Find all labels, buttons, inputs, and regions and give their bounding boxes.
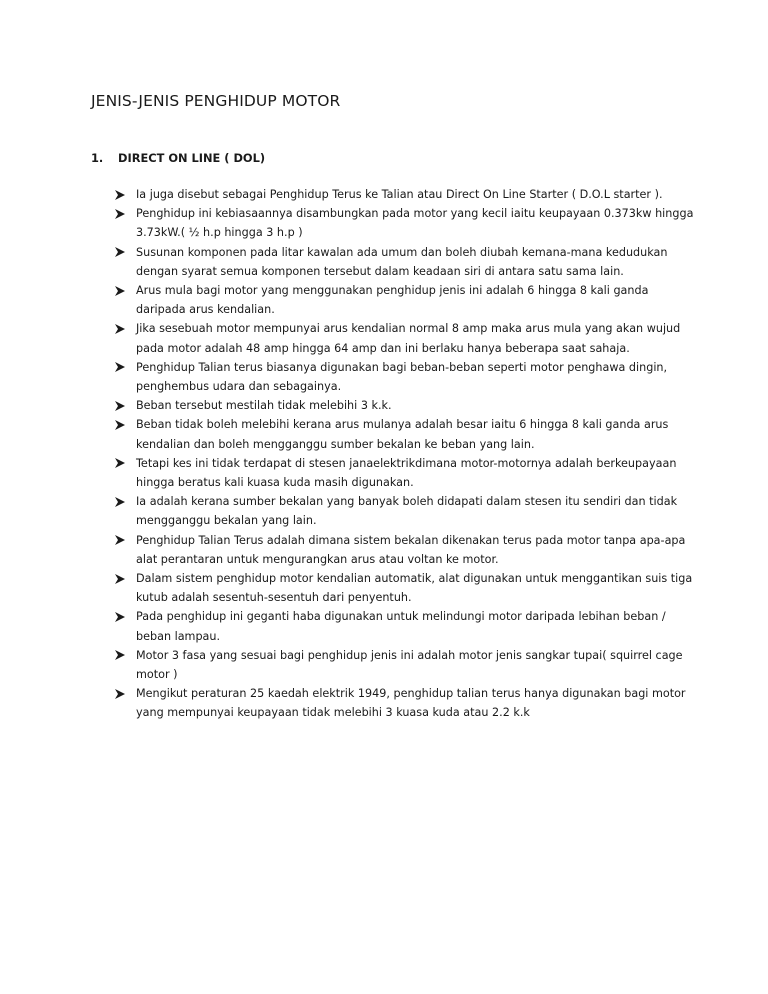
list-item (114, 569, 694, 607)
list-item (114, 319, 694, 357)
list-item-text: Motor 3 fasa yang sesuai bagi penghidup jenis ini adalah motor jenis sangkar tupai( squirrel cage motor ) (136, 648, 683, 682)
list-item-text: Penghidup Talian terus biasanya digunakan bagi beban-beban seperti motor penghawa dingin, penghembus udara dan sebagainya. (136, 360, 668, 394)
arrow-bullet-icon (114, 531, 136, 550)
list-item-text: Mengikut peraturan 25 kaedah elektrik 1949, penghidup talian terus hanya digunakan bagi motor yang mempunyai keupayaan tidak melebihi 3 kuasa kuda atau 2.2 k.k (136, 687, 686, 720)
arrow-bullet-icon (114, 646, 136, 665)
list-item-text: Ia adalah kerana sumber bekalan yang banyak boleh didapati dalam stesen itu sendiri dan tidak mengganggu bekalan yang lain. (136, 495, 678, 528)
list-item (114, 492, 694, 530)
arrow-bullet-icon (114, 684, 136, 703)
arrow-bullet-icon (114, 415, 136, 434)
list-item-text: Tetapi kes ini tidak terdapat di stesen janaelektrikdimana motor-motornya adalah berkeupayaan hingga beratus kali kuasa kuda masih digunakan. (136, 456, 677, 490)
arrow-bullet-icon (114, 185, 136, 204)
list-item (114, 185, 694, 204)
list-item-text: Susunan komponen pada litar kawalan ada umum dan boleh diubah kemana-mana kedudukan dengan syarat semua komponen tersebut dalam keadaan siri di antara satu sama lain. (136, 245, 668, 278)
arrow-bullet-icon (114, 396, 136, 415)
section-heading-text: DIRECT ON LINE ( DOL) (118, 151, 266, 165)
list-item (114, 454, 694, 492)
list-item (114, 281, 694, 319)
list-item (114, 684, 694, 722)
arrow-bullet-icon (114, 454, 136, 473)
list-item (114, 358, 694, 396)
list-item (114, 243, 694, 281)
list-item (114, 646, 694, 684)
arrow-bullet-icon (114, 492, 136, 511)
list-item-text: Pada penghidup ini geganti haba digunakan untuk melindungi motor daripada lebihan beban / beban lampau. (136, 610, 666, 643)
arrow-bullet-icon (114, 569, 136, 588)
arrow-bullet-icon (114, 281, 136, 300)
list-item-text: Arus mula bagi motor yang menggunakan penghidup jenis ini adalah 6 hingga 8 kali ganda daripada arus kendalian. (136, 284, 649, 317)
page-title: JENIS-JENIS PENGHIDUP MOTOR (91, 92, 341, 110)
list-item (114, 415, 694, 453)
list-item-text: Penghidup Talian Terus adalah dimana sistem bekalan dikenakan terus pada motor tanpa apa-apa alat perantaran untuk mengurangkan arus atau voltan ke motor. (136, 533, 686, 566)
bullet-list (114, 185, 694, 723)
arrow-bullet-icon (114, 204, 136, 223)
list-item (114, 607, 694, 645)
list-item-text: Dalam sistem penghidup motor kendalian automatik, alat digunakan untuk menggantikan suis tiga kutub adalah sesentuh-sesentuh dari penyentuh. (136, 572, 693, 605)
list-item (114, 204, 694, 242)
list-item-text: Jika sesebuah motor mempunyai arus kendalian normal 8 amp maka arus mula yang akan wujud pada motor adalah 48 amp hingga 64 amp dan ini berlaku hanya beberapa saat sahaja. (136, 322, 681, 355)
arrow-bullet-icon (114, 358, 136, 377)
list-item-text: Penghidup ini kebiasaannya disambungkan pada motor yang kecil iaitu keupayaan 0.373kw hingga 3.73kW.( ½ h.p hingga 3 h.p ) (136, 207, 694, 240)
list-item-text: Beban tidak boleh melebihi kerana arus mulanya adalah besar iaitu 6 hingga 8 kali ganda arus kendalian dan boleh mengganggu sumber bekalan ke beban yang lain. (136, 418, 669, 451)
section-number: 1. (91, 151, 104, 165)
arrow-bullet-icon (114, 243, 136, 262)
arrow-bullet-icon (114, 607, 136, 626)
list-item-text: Beban tersebut mestilah tidak melebihi 3 k.k. (136, 399, 392, 413)
list-item (114, 396, 694, 415)
section-heading (91, 151, 265, 165)
list-item (114, 531, 694, 569)
arrow-bullet-icon (114, 319, 136, 338)
list-item-text: Ia juga disebut sebagai Penghidup Terus ke Talian atau Direct On Line Starter ( D.O.L starter ). (136, 188, 663, 201)
